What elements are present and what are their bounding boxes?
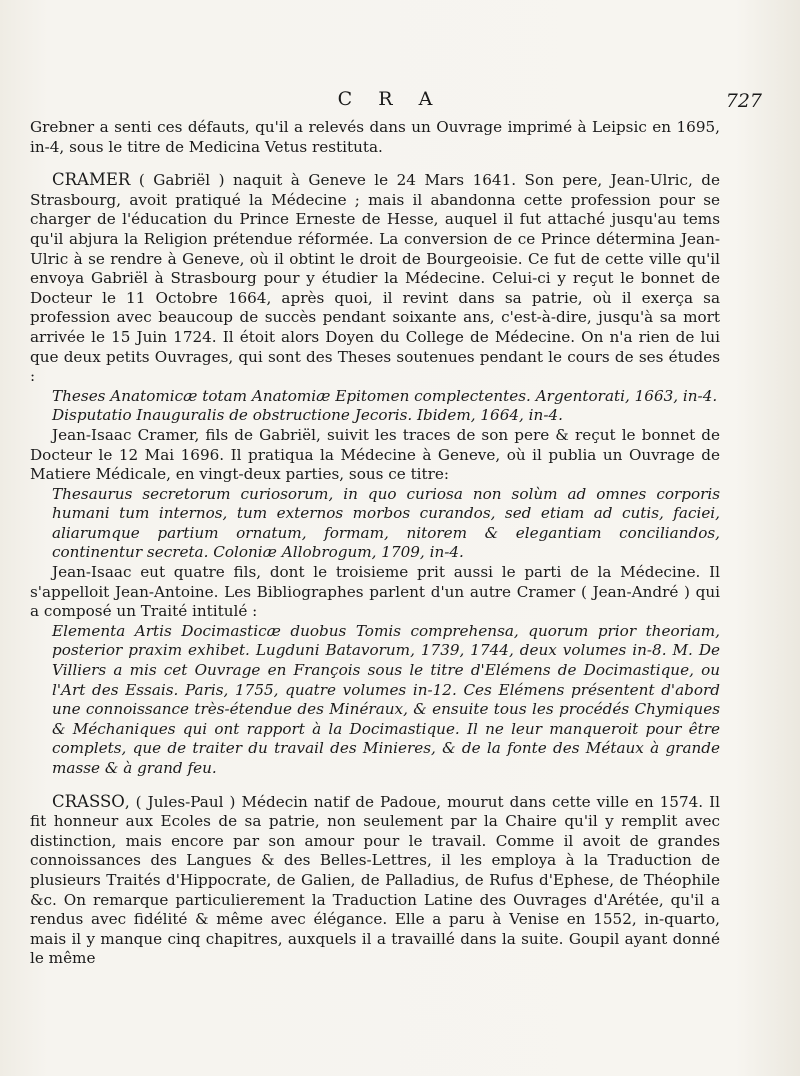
intro-paragraph: Grebner a senti ces défauts, qu'il a relevés dans un Ouvrage imprimé à Leipsic en 1695, in-4, sous le titre de Medicina Vetus restituta. xyxy=(30,118,720,156)
work-citation: Thesaurus secretorum curiosorum, in quo curiosa non solùm ad omnes corporis humani tum internos, tum externos morbos curandos, sed etiam ad cutis, faciei, aliarumque partium ornatum, formam, nitorem & elegantiam conciliandos, continentur secreta. Coloniæ Allobrogum, 1709, in-4. xyxy=(52,484,720,562)
entry-headword: CRASSO xyxy=(52,791,125,811)
cramer-descendants-paragraph: Jean-Isaac eut quatre fils, dont le troisieme prit aussi le parti de la Médecine. Il s'appelloit Jean-Antoine. Les Bibliographes parlent d'un autre Cramer ( Jean-André ) qui a composé un Traité intitulé : xyxy=(30,563,720,621)
work-citation: Disputatio Inauguralis de obstructione Jecoris. Ibidem, 1664, in-4. xyxy=(52,406,563,425)
entry-crasso xyxy=(30,792,720,969)
work-citation: Elementa Artis Docimasticæ duobus Tomis comprehensa, quorum prior theoriam, posterior praxim exhibet. Lugduni Batavorum, 1739, 1744, deux volumes in-8. M. De Villiers a mis cet Ouvrage en François sous le titre d'Elémens de Docimastique, ou l'Art des Essais. Paris, 1755, quatre volumes in-12. Ces Elémens présentent d'abord une connoissance très-étendue des Minéraux, & ensuite tous les procédés Chymiques & Méchaniques qui ont rapport à la Docimastique. Il ne leur manqueroit pour être complets, que de traiter du travail des Minieres, & de la fonte des Métaux à grande masse & à grand feu. xyxy=(52,621,720,777)
entry-headword: CRAMER xyxy=(52,170,131,190)
page-header xyxy=(0,88,800,114)
cramer-son-paragraph: Jean-Isaac Cramer, fils de Gabriël, suivit les traces de son pere & reçut le bonnet de Docteur le 12 Mai 1696. Il pratiqua la Médecine à Geneve, où il publia un Ouvrage de Matiere Médicale, en vingt-deux parties, sous ce titre: xyxy=(30,425,720,484)
page-number: 727 xyxy=(725,90,762,112)
cramer-biography: ( Gabriël ) naquit à Geneve le 24 Mars 1641. Son pere, Jean-Ulric, de Strasbourg, avoit pratiqué la Médecine ; mais il abandonna cette profession pour se charger de l'éducation du Prince Erneste de Hesse, auquel il fut attaché jusqu'au tems qu'il abjura la Religion prétendue réformée. La conversion de ce Prince détermina Jean-Ulric à se rendre à Geneve, où il obtint le droit de Bourgeoisie. Ce fut de cette ville qu'il envoya Gabriël à Strasbourg pour y étudier la Médecine. Celui-ci y reçut le bonnet de Docteur le 11 Octobre 1664, après quoi, il revint dans sa patrie, où il exerça sa profession avec beaucoup de succès pendant soixante ans, c'est-à-dire, jusqu'à sa mort arrivée le 15 Juin 1724. Il étoit alors Doyen du College de Médecine. On n'a rien de lui que deux petits Ouvrages, qui sont des Theses soutenues pendant le cours de ses études : xyxy=(30,171,720,386)
running-head: C R A xyxy=(337,88,443,110)
work-citation: Theses Anatomicæ totam Anatomiæ Epitomen complectentes. Argentorati, 1663, in-4. xyxy=(52,386,718,405)
page-body xyxy=(30,118,720,969)
entry-cramer xyxy=(30,170,720,778)
crasso-paragraph xyxy=(30,792,720,969)
crasso-biography: , ( Jules-Paul ) Médecin natif de Padoue, mourut dans cette ville en 1574. Il fit honneur aux Ecoles de sa patrie, non seulement par la Chaire qu'il y remplit avec distinction, mais encore par son amour pour le travail. Comme il avoit de grandes connoissances des Langues & des Belles-Lettres, il les employa à la Traduction de plusieurs Traités d'Hippocrate, de Galien, de Palladius, de Rufus d'Ephese, de Théophile &c. On remarque particulierement la Traduction Latine des Ouvrages d'Arétée, qu'il a rendus avec fidélité & même avec élégance. Elle a paru à Venise en 1552, in-quarto, mais il y manque cinq chapitres, auxquels il a travaillé dans la suite. Goupil ayant donné le même xyxy=(30,792,720,968)
cramer-paragraph xyxy=(30,170,720,387)
